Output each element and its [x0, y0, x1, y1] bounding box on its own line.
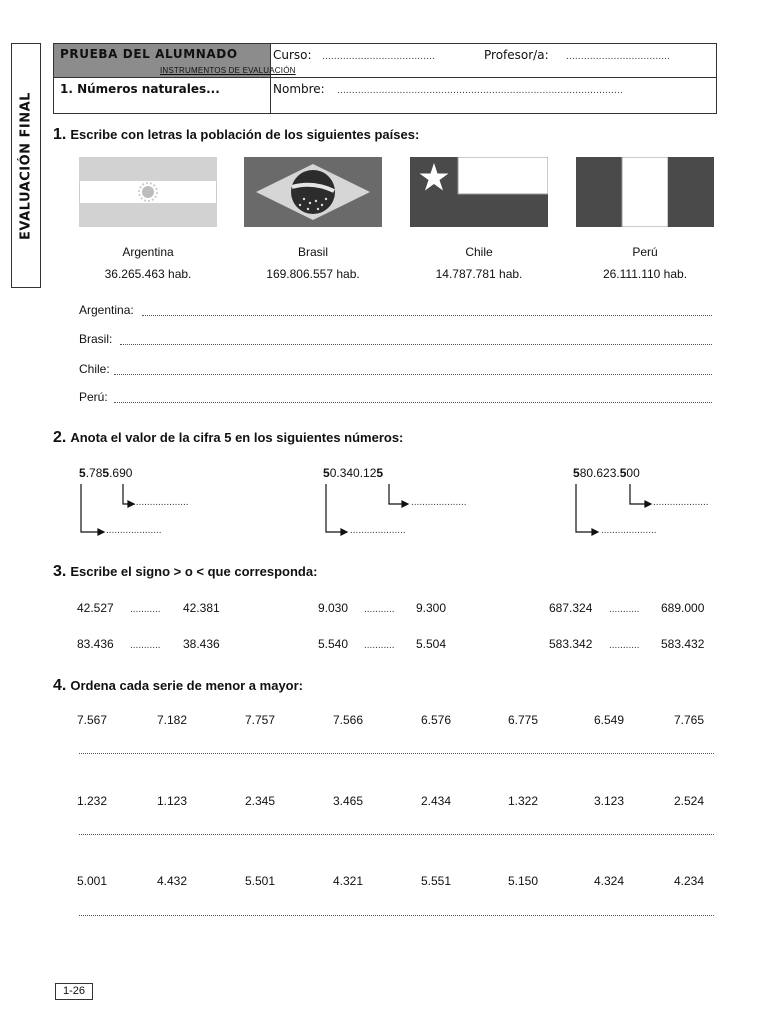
compare-right: 42.381 [183, 601, 220, 615]
header-subtitle: INSTRUMENTOS DE EVALUACIÓN [160, 66, 296, 75]
q2-number: 5.785.690 [79, 466, 133, 480]
country-name: Brasil [297, 245, 328, 259]
series-value: 3.465 [333, 794, 364, 808]
series-value: 5.501 [245, 874, 276, 888]
answer-label-chile: Chile: [79, 362, 110, 376]
series-value: 1.232 [77, 794, 108, 808]
q2-answer-field[interactable]: .................... [350, 525, 406, 536]
series-value: 6.775 [508, 713, 539, 727]
compare-gap[interactable]: ........... [609, 604, 640, 615]
compare-gap[interactable]: ........... [130, 604, 161, 615]
series-value: 7.765 [674, 713, 705, 727]
brazil-flag [244, 157, 382, 227]
series-value: 4.324 [594, 874, 625, 888]
q4-heading: 4. Ordena cada serie de menor a mayor: [53, 677, 303, 694]
unit-title: 1. Números naturales... [60, 82, 220, 96]
series-value: 3.123 [594, 794, 625, 808]
series-value: 4.234 [674, 874, 705, 888]
answer-line-peru[interactable] [114, 402, 712, 403]
compare-right: 38.436 [183, 637, 220, 651]
answer-line-chile[interactable] [114, 374, 712, 375]
nombre-label: Nombre: [273, 82, 325, 96]
q2-answer-field[interactable]: .................... [106, 525, 162, 536]
q2-answer-field[interactable]: .................... [601, 525, 657, 536]
compare-left: 9.030 [318, 601, 349, 615]
series-value: 2.524 [674, 794, 705, 808]
peru-flag [576, 157, 714, 227]
country-population: 26.111.110 hab. [602, 267, 688, 281]
compare-right: 9.300 [416, 601, 447, 615]
answer-label-argentina: Argentina: [79, 303, 134, 317]
series-value: 1.322 [508, 794, 539, 808]
q2-answer-field[interactable]: .................... [411, 497, 467, 508]
country-population: 14.787.781 hab. [435, 267, 523, 281]
compare-left: 687.324 [549, 601, 593, 615]
ordering-answer-line[interactable] [79, 915, 714, 916]
q1-heading: 1. Escribe con letras la población de los siguientes países: [53, 126, 420, 143]
compare-left: 83.436 [77, 637, 114, 651]
chile-flag [410, 157, 548, 227]
series-value: 5.551 [421, 874, 452, 888]
series-value: 7.182 [157, 713, 188, 727]
series-value: 2.345 [245, 794, 276, 808]
q2-heading: 2. Anota el valor de la cifra 5 en los siguientes números: [53, 429, 404, 446]
q2-answer-field[interactable]: .................... [653, 497, 709, 508]
compare-right: 583.432 [661, 637, 705, 651]
q3-heading: 3. Escribe el signo > o < que corresponda: [53, 563, 318, 580]
series-value: 6.576 [421, 713, 452, 727]
profesor-label: Profesor/a: [484, 48, 549, 62]
compare-left: 5.540 [318, 637, 349, 651]
answer-label-peru: Perú: [79, 390, 108, 404]
nombre-field[interactable]: ................................................................................................ [337, 85, 623, 96]
answer-label-brasil: Brasil: [79, 332, 113, 346]
q2-number: 50.340.125 [323, 466, 384, 480]
series-value: 7.757 [245, 713, 276, 727]
header-table [53, 43, 717, 114]
argentina-flag [79, 157, 217, 227]
compare-left: 42.527 [77, 601, 114, 615]
series-value: 5.150 [508, 874, 539, 888]
profesor-field[interactable]: ................................... [566, 51, 671, 62]
curso-label: Curso: [273, 48, 312, 62]
compare-gap[interactable]: ........... [130, 640, 161, 651]
country-population: 36.265.463 hab. [104, 267, 192, 281]
header-title: PRUEBA DEL ALUMNADO [60, 47, 238, 61]
curso-field[interactable]: ...................................... [322, 51, 436, 62]
compare-gap[interactable]: ........... [364, 640, 395, 651]
country-name: Argentina [122, 245, 174, 259]
country-population: 169.806.557 hab. [266, 267, 360, 281]
series-value: 5.001 [77, 874, 108, 888]
ordering-answer-line[interactable] [79, 834, 714, 835]
side-label-box [11, 43, 41, 288]
compare-gap[interactable]: ........... [364, 604, 395, 615]
compare-right: 5.504 [416, 637, 447, 651]
series-value: 2.434 [421, 794, 452, 808]
answer-line-argentina[interactable] [142, 315, 712, 316]
country-name: Perú [632, 245, 658, 259]
country-name: Chile [465, 245, 493, 259]
series-value: 6.549 [594, 713, 625, 727]
answer-line-brasil[interactable] [120, 344, 712, 345]
ordering-answer-line[interactable] [79, 753, 714, 754]
side-label: EVALUACIÓN FINAL [18, 91, 34, 240]
q2-answer-field[interactable]: .................... [133, 497, 189, 508]
compare-right: 689.000 [661, 601, 705, 615]
series-value: 7.567 [77, 713, 108, 727]
series-value: 4.321 [333, 874, 364, 888]
page-number: 1-26 [55, 983, 93, 1000]
series-value: 4.432 [157, 874, 188, 888]
series-value: 1.123 [157, 794, 188, 808]
q2-number: 580.623.500 [573, 466, 640, 480]
compare-left: 583.342 [549, 637, 593, 651]
series-value: 7.566 [333, 713, 364, 727]
compare-gap[interactable]: ........... [609, 640, 640, 651]
